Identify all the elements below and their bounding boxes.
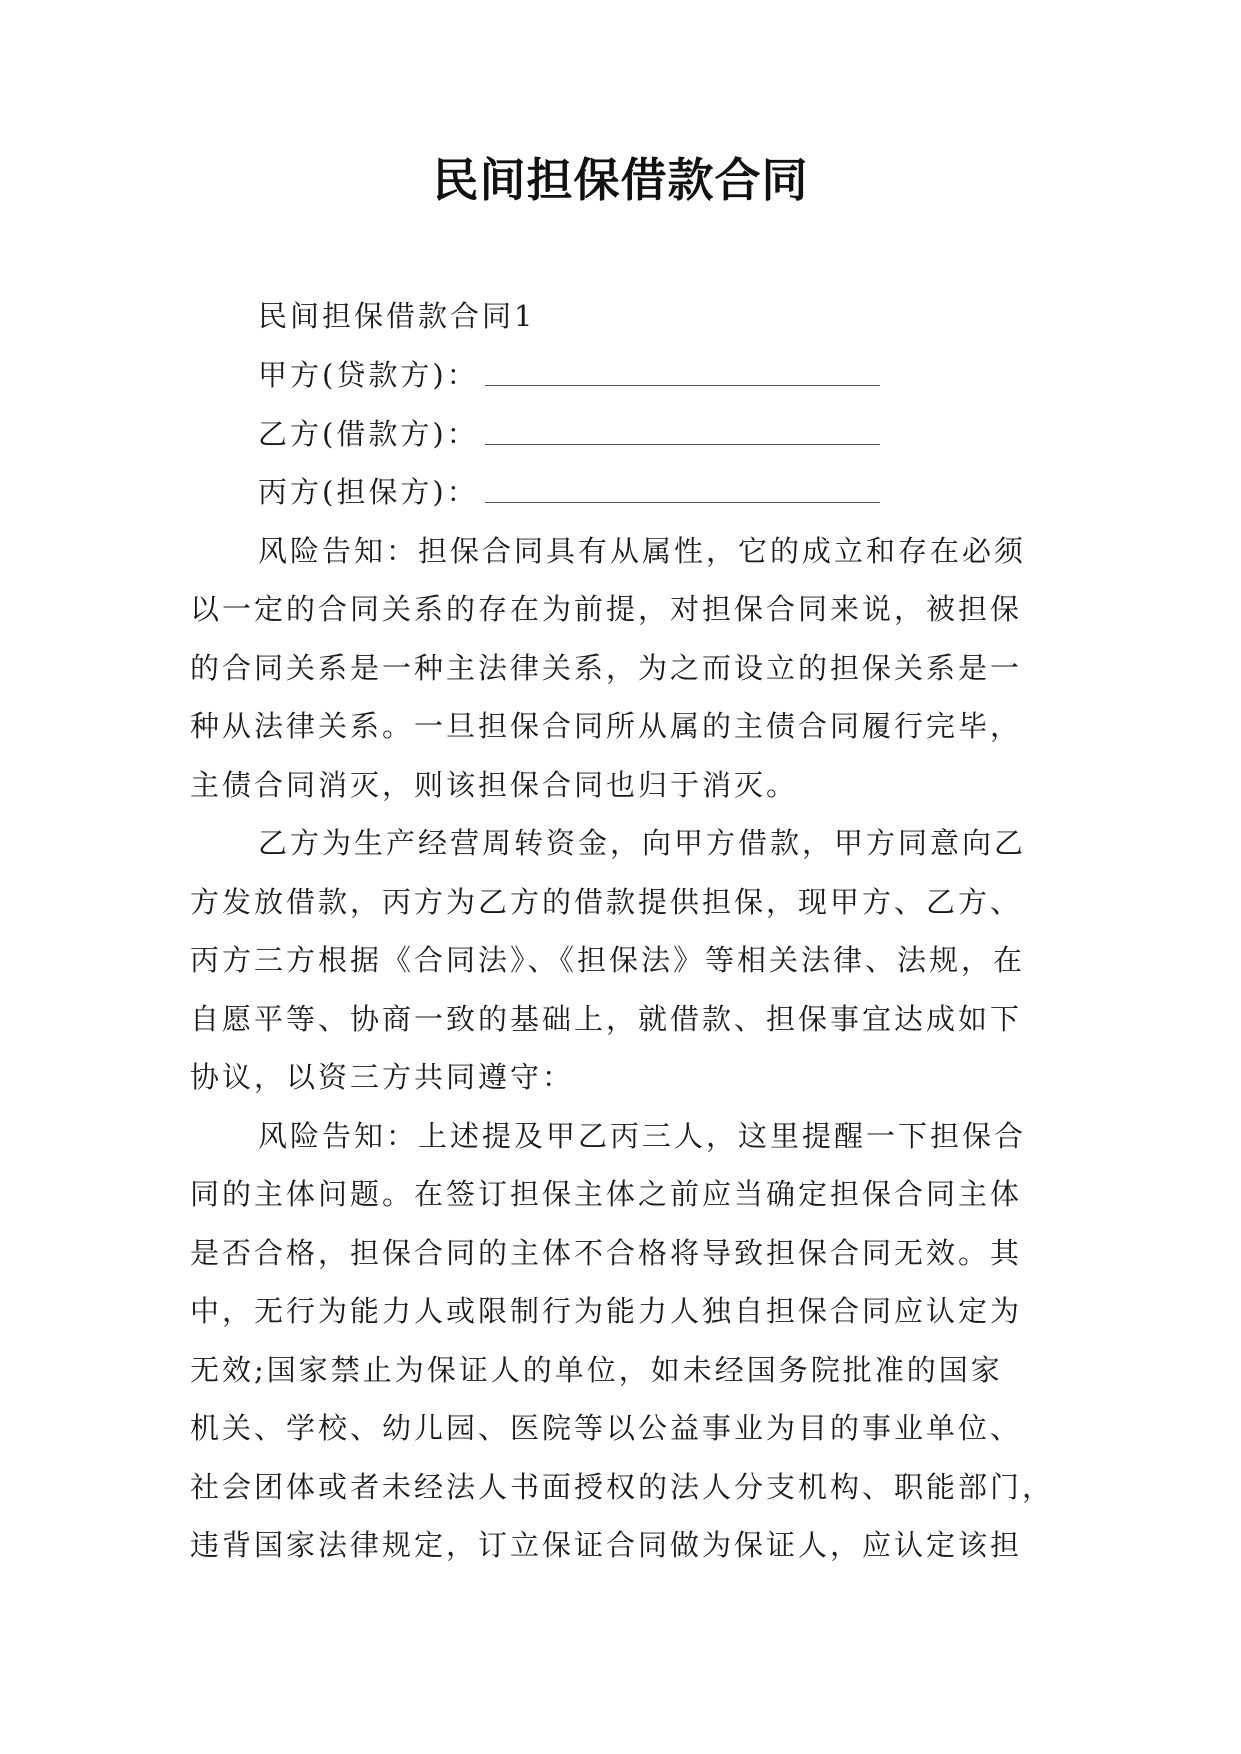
body-line: 种从法律关系。一旦担保合同所从属的主债合同履行完毕， [190, 709, 1023, 743]
body-line: 乙方为生产经营周转资金，向甲方借款，甲方同意向乙 [258, 826, 1027, 860]
body-line: 风险告知：上述提及甲乙丙三人，这里提醒一下担保合 [258, 1119, 1027, 1153]
body-line: 无效;国家禁止为保证人的单位，如未经国务院批准的国家 [190, 1353, 1003, 1387]
body-line: 以一定的合同关系的存在为前提，对担保合同来说，被担保 [190, 592, 1023, 626]
party-c-label: 丙方(担保方)： [258, 475, 479, 509]
body-line: 同的主体问题。在签订担保主体之前应当确定担保合同主体 [190, 1177, 1023, 1211]
party-b-row [258, 414, 1138, 454]
body-line: 丙方三方根据《合同法》、《担保法》等相关法律、法规，在 [190, 943, 1026, 977]
document-title: 民间担保借款合同 [432, 153, 809, 207]
body-line: 机关、学校、幼儿园、医院等以公益事业为目的事业单位、 [190, 1411, 1023, 1445]
party-a-row [258, 355, 1138, 395]
party-b-label: 乙方(借款方)： [258, 417, 479, 451]
party-c-row [258, 472, 1138, 512]
body-line: 协议，以资三方共同遵守： [190, 1060, 575, 1094]
body-line: 自愿平等、协商一致的基础上，就借款、担保事宜达成如下 [190, 1002, 1023, 1036]
body-line: 中，无行为能力人或限制行为能力人独自担保合同应认定为 [190, 1294, 1023, 1328]
party-c-blank-line [485, 501, 880, 503]
party-a-label: 甲方(贷款方)： [258, 358, 479, 392]
body-line: 方发放借款，丙方为乙方的借款提供担保，现甲方、乙方、 [190, 885, 1023, 919]
body-line: 社会团体或者未经法人书面授权的法人分支机构、职能部门， [190, 1470, 1055, 1504]
contract-subtitle: 民间担保借款合同1 [258, 299, 536, 333]
body-line: 是否合格，担保合同的主体不合格将导致担保合同无效。其 [190, 1236, 1023, 1270]
party-a-blank-line [485, 384, 880, 386]
body-line: 主债合同消灭，则该担保合同也归于消灭。 [190, 768, 799, 802]
body-line: 风险告知：担保合同具有从属性，它的成立和存在必须 [258, 534, 1027, 568]
body-line: 违背国家法律规定，订立保证合同做为保证人，应认定该担 [190, 1528, 1023, 1562]
body-line: 的合同关系是一种主法律关系，为之而设立的担保关系是一 [190, 651, 1023, 685]
party-b-blank-line [485, 443, 880, 445]
